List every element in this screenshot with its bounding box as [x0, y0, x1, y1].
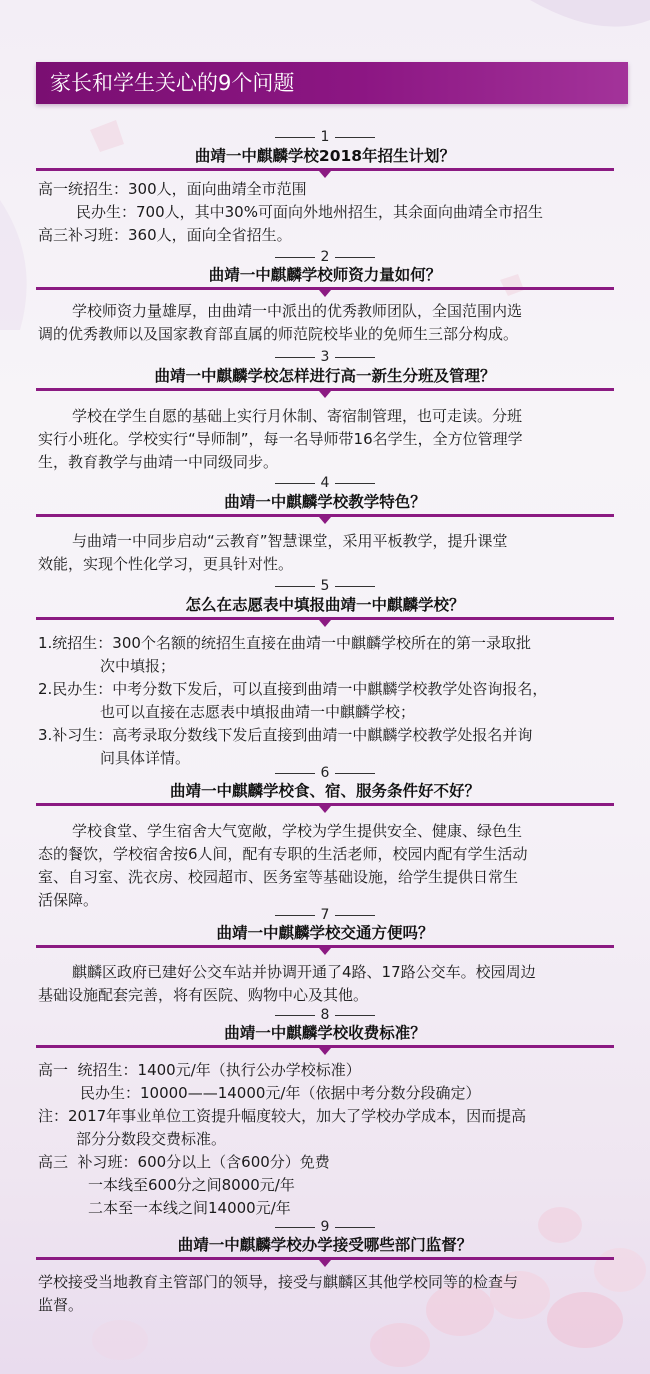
question-number-7: 7	[0, 906, 650, 924]
banner-title: 家长和学生关心的9个问题	[50, 71, 295, 95]
answer-line: 注：2017年事业单位工资提升幅度较大，加大了学校办学成本，因而提高	[38, 1107, 527, 1125]
answer-line: 学校在学生自愿的基础上实行月休制、寄宿制管理，也可走读。分班	[72, 407, 523, 425]
question-number-8: 8	[0, 1006, 650, 1024]
answer-line: 生，教育教学与曲靖一中同级同步。	[38, 453, 279, 471]
answer-line: 监督。	[38, 1296, 84, 1314]
answer-line: 部分分数段交费标准。	[76, 1130, 227, 1148]
answer-line: 二本至一本线之间14000元/年	[88, 1199, 291, 1217]
answer-line: 1.统招生：300个名额的统招生直接在曲靖一中麒麟学校所在的第一录取批	[38, 634, 531, 652]
title-underline	[36, 945, 614, 948]
title-underline	[36, 168, 614, 171]
answer-line: 学校师资力量雄厚，由曲靖一中派出的优秀教师团队，全国范围内选	[72, 302, 523, 320]
answer-line: 一本线至600分之间8000元/年	[88, 1176, 295, 1194]
answer-line: 高一 统招生：1400元/年（执行公办学校标准）	[38, 1061, 361, 1079]
title-underline	[36, 803, 614, 806]
answer-line: 3.补习生：高考录取分数线下发后直接到曲靖一中麒麟学校教学处报名并询	[38, 726, 533, 744]
question-number-4: 4	[0, 474, 650, 492]
answer-line: 态的餐饮，学校宿舍按6人间，配有专职的生活老师，校园内配有学生活动	[38, 845, 528, 863]
answer-line: 实行小班化。学校实行“导师制”，每一名导师带16名学生，全方位管理学	[38, 430, 523, 448]
question-title-8: 曲靖一中麒麟学校收费标准？	[224, 1024, 426, 1042]
title-underline	[36, 287, 614, 290]
answer-line: 次中填报；	[100, 657, 176, 675]
question-title-5: 怎么在志愿表中填报曲靖一中麒麟学校？	[185, 596, 465, 614]
question-title-2: 曲靖一中麒麟学校师资力量如何？	[208, 266, 442, 284]
title-underline	[36, 388, 614, 391]
title-underline	[36, 617, 614, 620]
question-number-9: 9	[0, 1218, 650, 1236]
answer-line: 也可以直接在志愿表中填报曲靖一中麒麟学校；	[100, 703, 416, 721]
title-underline	[36, 514, 614, 517]
question-number-6: 6	[0, 764, 650, 782]
question-number-2: 2	[0, 248, 650, 266]
answer-line: 问具体详情。	[100, 749, 191, 767]
section-banner	[36, 62, 628, 104]
answer-line: 高三 补习班：600分以上（含600分）免费	[38, 1153, 330, 1171]
answer-line: 活保障。	[38, 891, 99, 909]
question-number-5: 5	[0, 577, 650, 595]
title-underline	[36, 1045, 614, 1048]
answer-line: 室、自习室、洗衣房、校园超市、医务室等基础设施，给学生提供日常生	[38, 868, 519, 886]
question-title-1: 曲靖一中麒麟学校2018年招生计划？	[194, 147, 456, 165]
question-number-3: 3	[0, 348, 650, 366]
answer-line: 与曲靖一中同步启动“云教育”智慧课堂，采用平板教学，提升课堂	[72, 532, 508, 550]
answer-line: 民办生：10000——14000元/年（依据中考分数分段确定）	[80, 1084, 481, 1102]
answer-line: 基础设施配套完善，将有医院、购物中心及其他。	[38, 986, 369, 1004]
answer-line: 民办生：700人，其中30%可面向外地州招生，其余面向曲靖全市招生	[76, 203, 543, 221]
answer-line: 高一统招生：300人，面向曲靖全市范围	[38, 180, 307, 198]
question-title-4: 曲靖一中麒麟学校教学特色？	[224, 493, 426, 511]
question-title-6: 曲靖一中麒麟学校食、宿、服务条件好不好？	[169, 782, 480, 800]
answer-line: 高三补习班：360人，面向全省招生。	[38, 226, 292, 244]
answer-line: 调的优秀教师以及国家教育部直属的师范院校毕业的免师生三部分构成。	[38, 325, 519, 343]
answer-line: 学校接受当地教育主管部门的领导，接受与麒麟区其他学校同等的检查与	[38, 1273, 519, 1291]
question-title-9: 曲靖一中麒麟学校办学接受哪些部门监督？	[177, 1236, 473, 1254]
question-title-3: 曲靖一中麒麟学校怎样进行高一新生分班及管理？	[154, 367, 496, 385]
answer-line: 效能，实现个性化学习，更具针对性。	[38, 555, 294, 573]
question-number-1: 1	[0, 128, 650, 146]
answer-line: 麒麟区政府已建好公交车站并协调开通了4路、17路公交车。校园周边	[72, 963, 536, 981]
answer-line: 2.民办生：中考分数下发后，可以直接到曲靖一中麒麟学校教学处咨询报名，	[38, 680, 548, 698]
question-title-7: 曲靖一中麒麟学校交通方便吗？	[216, 924, 434, 942]
answer-line: 学校食堂、学生宿舍大气宽敞，学校为学生提供安全、健康、绿色生	[72, 822, 523, 840]
title-underline	[36, 1257, 614, 1260]
